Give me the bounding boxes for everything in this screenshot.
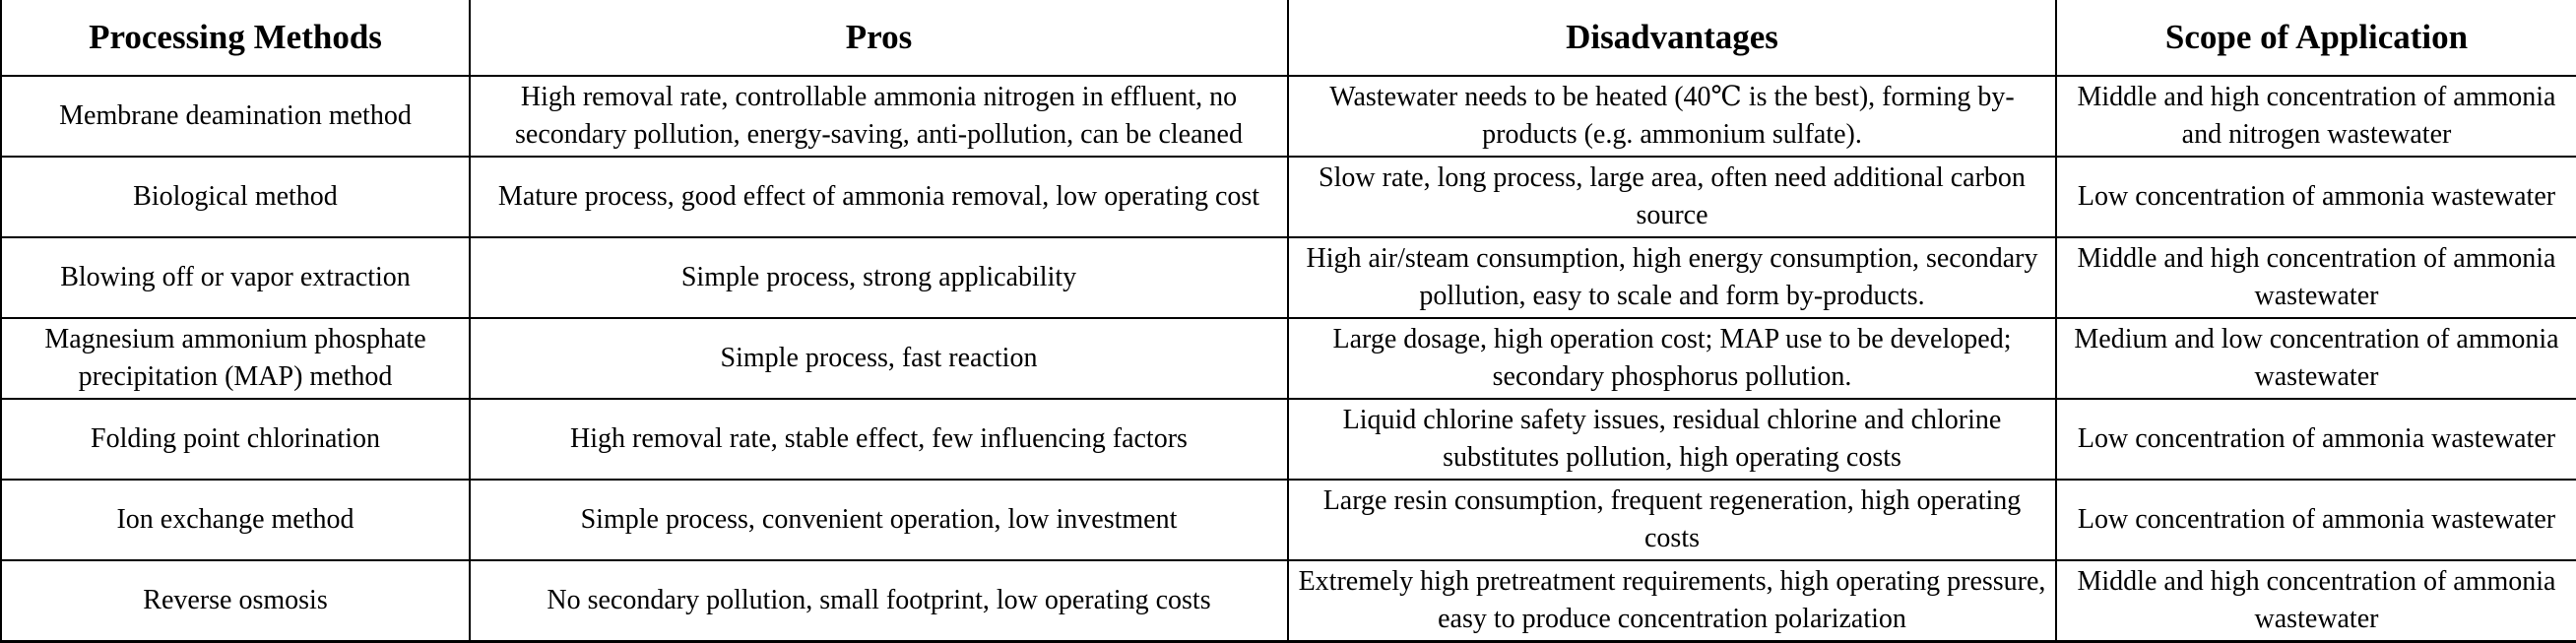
cell-scope: Middle and high concentration of ammonia wastewater xyxy=(2056,560,2576,642)
table-row xyxy=(1,480,2576,560)
column-header-processing-methods: Processing Methods xyxy=(1,0,470,76)
cell-scope: Low concentration of ammonia wastewater xyxy=(2056,480,2576,560)
cell-disadvantages: Large dosage, high operation cost; MAP use to be developed; secondary phosphorus pollution. xyxy=(1288,318,2056,399)
cell-disadvantages: Extremely high pretreatment requirements, high operating pressure, easy to produce concentration polarization xyxy=(1288,560,2056,642)
cell-disadvantages: Large resin consumption, frequent regeneration, high operating costs xyxy=(1288,480,2056,560)
cell-disadvantages: Slow rate, long process, large area, often need additional carbon source xyxy=(1288,157,2056,237)
cell-disadvantages: Liquid chlorine safety issues, residual chlorine and chlorine substitutes pollution, high operating costs xyxy=(1288,399,2056,480)
cell-pros: High removal rate, stable effect, few influencing factors xyxy=(470,399,1288,480)
cell-scope: Medium and low concentration of ammonia wastewater xyxy=(2056,318,2576,399)
header-row xyxy=(1,0,2576,76)
cell-scope: Low concentration of ammonia wastewater xyxy=(2056,157,2576,237)
cell-pros: Simple process, fast reaction xyxy=(470,318,1288,399)
table-row xyxy=(1,76,2576,157)
table-row xyxy=(1,157,2576,237)
cell-scope: Low concentration of ammonia wastewater xyxy=(2056,399,2576,480)
column-header-scope-of-application: Scope of Application xyxy=(2056,0,2576,76)
cell-method: Reverse osmosis xyxy=(1,560,470,642)
cell-method: Magnesium ammonium phosphate precipitation (MAP) method xyxy=(1,318,470,399)
cell-method: Membrane deamination method xyxy=(1,76,470,157)
cell-pros: Simple process, strong applicability xyxy=(470,237,1288,318)
cell-method: Blowing off or vapor extraction xyxy=(1,237,470,318)
cell-pros: No secondary pollution, small footprint, low operating costs xyxy=(470,560,1288,642)
cell-pros: Mature process, good effect of ammonia removal, low operating cost xyxy=(470,157,1288,237)
cell-scope: Middle and high concentration of ammonia and nitrogen wastewater xyxy=(2056,76,2576,157)
column-header-disadvantages: Disadvantages xyxy=(1288,0,2056,76)
table-row xyxy=(1,399,2576,480)
table-row xyxy=(1,237,2576,318)
cell-disadvantages: Wastewater needs to be heated (40℃ is the best), forming by-products (e.g. ammonium sulfate). xyxy=(1288,76,2056,157)
cell-scope: Middle and high concentration of ammonia wastewater xyxy=(2056,237,2576,318)
cell-method: Ion exchange method xyxy=(1,480,470,560)
table-row xyxy=(1,560,2576,642)
cell-pros: Simple process, convenient operation, low investment xyxy=(470,480,1288,560)
cell-method: Biological method xyxy=(1,157,470,237)
cell-disadvantages: High air/steam consumption, high energy consumption, secondary pollution, easy to scale and form by-products. xyxy=(1288,237,2056,318)
cell-pros: High removal rate, controllable ammonia nitrogen in effluent, no secondary pollution, energy-saving, anti-pollution, can be cleaned xyxy=(470,76,1288,157)
cell-method: Folding point chlorination xyxy=(1,399,470,480)
table-row xyxy=(1,318,2576,399)
column-header-pros: Pros xyxy=(470,0,1288,76)
